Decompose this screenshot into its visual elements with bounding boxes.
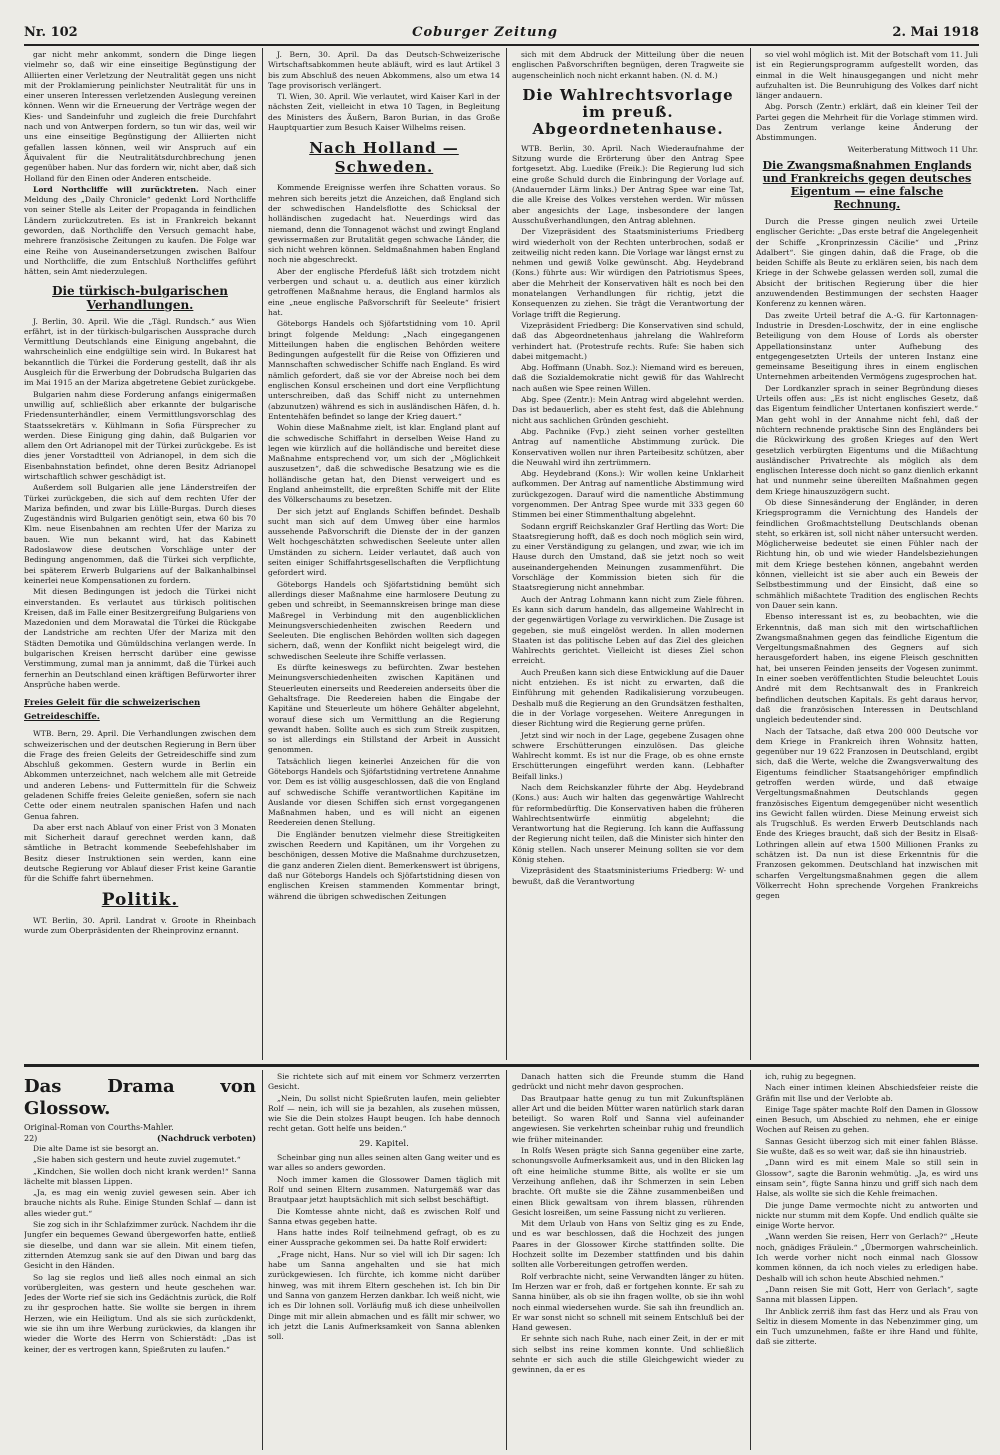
paragraph: Nach einer intimen kleinen Abschiedsfeier reiste die Gräfin mit Ilse und der Verlobte ab. (756, 1083, 978, 1103)
paragraph: Ob diese Sinnesänderung der Engländer, in deren Kriegsprogramm die Vernichtung des Handels der feindlichen Großmachtstellung Deutschlands obenan steht, so erkären ist, soll nicht näher untersucht werden. Möglicherweise bedeutet sie einen Fühler nach der Richtung hin, ob und wie wieder Handelsbeziehungen mit dem Kriege bestehen können, angebahnt werden können, vielleicht ist sie aber auch ein Beweis der Selbstbestimmung und der Einsicht, daß eine so schmählich mißachtete Tradition des englischen Rechts von Dauer sein kann. (756, 497, 978, 610)
paragraph: Die Engländer benutzen vielmehr diese Streitigkeiten zwischen Reedern und Kapitänen, um ihr Vorgehen zu beschönigen, dessen Motive die Maßnahme durchzusetzen, die ganz anderen Zielen dient. Bemerkenswert ist übrigens, daß nur Göteborgs Handels och Sjöfartstidning diesen von englischen Kreisen stammenden Kommentar bringt, während die übrigen schwedischen Zeitungen (268, 829, 500, 901)
column-divider (506, 48, 507, 1060)
holland-heading: Nach Holland — Schweden. (309, 139, 459, 177)
header-rule (24, 44, 979, 46)
bulgarian-heading: Die türkisch-bulgarischen Verhandlungen. (52, 283, 228, 312)
paragraph: gar nicht mehr ankommt, sondern die Dinge liegen vielmehr so, daß wir eine einseitige Begünstigung der Alliierten einer Verletzung der Neutralität gegen uns nicht mit der Proklamierung peinlichster Neutralität für uns in einer unseren Interessen verletzenden Auslegung vereinen können. Wenn wir die Erneuerung der Verträge wegen der Kies- und Sandeinfuhr und zugleich die freie Durchfahrt nach und von Antwerpen fordern, so tun wir das, weil wir uns eine einseitige Begünstigung der Alliierten nicht gefallen lassen können, weil wir Anspruch auf ein Äquivalent für die Neutralitätsdurchbrechung jenen gegenüber haben. Nur das fordern wir, nicht aber, daß sich Holland für den Einen oder Anderen entscheide. (24, 50, 256, 183)
paragraph: Rolf verbrachte nicht, seine Verwandten länger zu hüten. Im Herzen war er froh, daß er fortgehen konnte. Er sah zu Sanna hinüber, als ob sie ihn fragen wollte, ob sie ihn wohl noch einmal wiedersehen wurde. Sie sah ihn freundlich an. Er war sonst nicht so schnell mit seinem Entschluß bei der Hand gewesen. (512, 1271, 744, 1333)
paragraph: Nach der Tatsache, daß etwa 200 000 Deutsche vor dem Kriege in Frankreich ihren Wohnsitz hatten, gegenüber nur 19 622 Franzosen in Deutschland, ergibt sich, daß die Werte, welche die Zwangsverwaltung des Eigentums feindlicher Staatsangehöriger empfindlich getroffen werden würde, und daß etwaige Vergeltungsmaßnahmen Deutschlands gegen französisches Eigentum demgegenüber nicht wesentlich ins Gewicht fallen würden. Diese Meinung erweist sich als Trugschluß. Es werden Erwerb Deutschlands nach Ende des Krieges braucht, daß sich der Besitz in Elsaß-Lothringen allein auf etwa 1500 Millionen Franks zu schätzen ist. Da nun ist diese Erkenntnis für die Franzosen gekommen. Deutschland hat inzwischen mit scharfen Vergeltungsmaßnahmen gegen die allem Völkerrecht Hohn sprechende Vorgehen Frankreichs gegen (756, 726, 978, 901)
paragraph: Durch die Presse gingen neulich zwei Urteile englischer Gerichte: „Das erste betraf die Angelegenheit der Schiffe „Kronprinzessin Cäcilie“ und „Prinz Adalbert“. Sie gingen dahin, daß die Frage, ob die beiden Schiffe als Beute zu erklären seien, bis nach dem Kriege in der Schwebe gelassen werden soll, zumal die Absicht der britischen Regierung über die hier anzuwendenden Bestimmungen der sechsten Haager Konferenz zu kennen wären. (756, 216, 978, 309)
swiss-heading: Freies Geleit für die schweizerischen Getreideschiffe. (24, 698, 201, 723)
paragraph: sich mit dem Abdruck der Mitteilung über die neuen englischen Paßvorschriften begnügen, deren Tragweite sie augenscheinlich noch nicht erkannt haben. (N. d. M.) (512, 50, 744, 80)
paragraph: ich, ruhig zu begegnen. (765, 1072, 857, 1081)
serial-column-1 (24, 1072, 256, 1450)
column-2 (268, 50, 500, 1058)
paragraph: Bulgarien nahm diese Forderung anfangs einigermaßen unwillig auf, schließlich aber erkannte der bulgarische Friedensunterhändler, einem Vermittlungsvorschlag des Staatssekretärs v. Kühlmann in Sofia Fürsprecher zu werden. Diese Einigung ging dahin, daß Bulgarien vor allem den Ort Adrianopel mit der Türkei zurückgebe. Es ist dies jener Vorstadtteil von Adrianopel, in dem sich die Eisenbahnstation befindet, ohne deren Besitz Adrianopel wirtschaftlich schwer geschädigt ist. (24, 389, 256, 481)
paragraph: WT. Berlin, 30. April. Landrat v. Groote in Rheinbach wurde zum Oberpräsidenten der Rheinprovinz ernannt. (24, 915, 256, 935)
serial-number: 22) (24, 1134, 38, 1143)
paragraph: „Sie haben sich gestern und heute zuviel zugemutet.“ (33, 1155, 241, 1165)
paragraph: Der Lordkanzler sprach in seiner Begründung dieses Urteils offen aus: „Es ist nicht englisches Gesetz, daß das Eigentum feindlicher Untertanen konfisziert werde.“ Man geht wohl in der Annahme nicht fehl, daß der nüchtern rechnende praktische Sinn des Engländers bei die Rückwirkung des großen Krieges auf den Wert gesetzlich verbürgten Eigentums und die Mißachtung ausländischer Privatrechte als möglich als dem englischen Interesse doch nicht so ganz dienlich erkannt hat und nunmehr seine übereilten Maßnahmen gegen dem Kriege hinauszuzögern sucht. (756, 383, 978, 496)
wahlrecht-heading: Die Wahlrechtsvorlage im preuß. Abgeordnetenhause. (522, 85, 734, 138)
col1-intro (24, 50, 256, 184)
northcliffe-paragraph (24, 185, 256, 278)
paragraph: Da aber erst nach Ablauf von einer Frist von 3 Monaten mit Sicherheit darauf gerechnet werden kann, daß sämtliche in Betracht kommende Seebefehlshaber im Besitz dieser Instruktionen sein werden, kann eine deutsche Regierung vor Ablauf dieser Frist keine Garantie für die Schiffe fahrt übernehmen. (24, 822, 256, 884)
column-divider (262, 1070, 263, 1450)
column-divider (750, 1070, 751, 1450)
serial-byline: Original-Roman von Courths-Mahler. (24, 1123, 174, 1132)
chapter-heading: 29. Kapitel. (359, 1138, 409, 1149)
paragraph: Abg. Porsch (Zentr.) erklärt, daß ein kleiner Teil der Partei gegen die Mehrheit für die Vorlage stimmen wird. Das Zentrum verlange keine Änderung der Abstimmungen. (756, 102, 978, 143)
paragraph: Sannas Gesicht überzog sich mit einer fahlen Blässe. Sie wußte, daß es so weit war, daß sie ihn hinaustrieb. (756, 1136, 978, 1157)
paragraph: Das zweite Urteil betraf die A.-G. für Kartonnagen-Industrie in Dresden-Loschwitz, der in eine englische Beteiligung von dem House of Lords als oberster Appellationsinstanz unter Aufhebung des entgegengesetzten Urteils der unteren Instanz eine gemeinsame Beseitigung ihres in einem englischen Unternehmen arbeitenden Vermögens zugesprochen hat. (756, 310, 978, 382)
paragraph: Göteborgs Handels och Sjöfartstidning bemüht sich allerdings dieser Maßnahme eine harmlosere Deutung zu geben und schreibt, in Seemannskreisen bringe man diese Maßregel in Verbindung mit den augenblicklichen Meinungsverschiedenheiten zwischen Reedern und Seeleuten. Die englischen Behörden wollten sich dagegen sichern, daß, wenn der Konflikt nicht beigelegt wird, die schwedischen Seeleute ihre Schiffe verlassen. (268, 579, 500, 661)
paragraph: Danach hatten sich die Freunde stumm die Hand gedrückt und nicht mehr davon gesprochen. (512, 1072, 744, 1092)
paragraph: Der sich jetzt auf Englands Schiffen befindet. Deshalb sucht man sich auf dem Umweg über eine harmlos aussehende Paßvorschrift die Dienste der in der ganzen Welt hochgeschätzten schwedischen Seeleute unter allen Umständen zu sichern. Leider verlautet, daß auch von seiten einiger Schiffahrtsgesellschaften die Verpflichtung gefordert wird. (268, 506, 500, 578)
column-1 (24, 50, 256, 1058)
paragraph: Nach dem Reichskanzler führte der Abg. Heydebrand (Kons.) aus: Auch wir halten das gegenwärtige Wahlrecht für reformbedürftig. Die Konservativen haben die früheren Wahlrechtsentwürfe einmütig abgelehnt; die Verantwortung hat die Regierung. Ich kann die Auffassung der Regierung nicht teilen, daß die Minister sich hinter den König stellen. Nach unserer Meinung sollten sie vor dem König stehen. (512, 783, 744, 865)
paragraph: Die Komtesse ahnte nicht, daß es zwischen Rolf und Sanna etwas gegeben hatte. (268, 1206, 500, 1226)
paragraph: J. Bern, 30. April. Da das Deutsch-Schweizerische Wirtschaftsabkommen heute abläuft, wird es laut Artikel 3 bis zum Abschluß des neuen Abkommens, also um etwa 14 Tage provisorisch verlängert. (268, 50, 500, 90)
zwangsmassnahmen-heading: Die Zwangsmaßnahmen Englands und Frankreichs gegen deutsches Eigentum — eine falsche Rechnung. (762, 158, 972, 211)
masthead (24, 22, 979, 42)
paragraph: Göteborgs Handels och Sjöfartstidning vom 10. April bringt folgende Meldung: „Nach eingegangenen Mitteilungen haben die englischen Behörden weitere Bedingungen aufgestellt für die Reise von Offizieren und Mannschaften schwedischer Schiffe nach England. Es wird nämlich gefordert, daß sie vor der Abreise noch bei dem englischen Konsul erscheinen und dort eine Verpflichtung unterschreiben, daß das Schiff nicht zu unternehmen (abzunutzen) während es sich in ausländischen Häfen, d. h. Ententehäfen befindet so lange der Krieg dauert.“ (268, 319, 500, 421)
paragraph: Das Brautpaar hatte genug zu tun mit Zukunftsplänen aller Art und die beiden Mütter waren natürlich stark daran beteiligt. So waren Rolf und Sanna viel aufeinander angewiesen. Sie verkehrten scheinbar ruhig und freundlich wie früher miteinander. (512, 1093, 744, 1144)
paragraph: Auch der Antrag Lohmann kann nicht zum Ziele führen. Es kann sich darum handeln, das allgemeine Wahlrecht in der gegenwärtigen Vorlage zu verwirklichen. Die Zusage ist gegeben, sie muß eingelöst werden. In allen modernen Staaten ist das politische Leben auf das Ziel des gleichen Wahlrechts gerichtet. Vielleicht ist dieses Ziel schon erreicht. (512, 594, 744, 666)
paragraph: Es dürfte keineswegs zu befürchten. Zwar bestehen Meinungsverschiedenheiten zwischen Kapitänen und Steuerleuten einerseits und Reedereien anderseits über die Gehaltsfrage. Die Reedereien haben die Eingabe der Kapitäne und Steuerleute um höhere Gehälter abgelehnt, worauf diese sich um Vermittlung an die Regierung gewandt haben. Sollte auch es sich zum Streik zuspitzen, so ist allerdings ein Stillstand der Arbeit in Aussicht genommen. (268, 663, 500, 755)
column-divider (506, 1070, 507, 1450)
politik-heading: Politik. (101, 889, 179, 910)
paragraph: „Wann werden Sie reisen, Herr von Gerlach?“ „Heute noch, gnädiges Fräulein.“ „Übermorgen wahrscheinlich. Ich werde vorher nicht noch einmal nach Glossow kommen können, da ich noch vieles zu erledigen habe. Deshalb will ich schon heute Abschied nehmen.“ (756, 1232, 978, 1283)
issue-date: 2. Mai 1918 (892, 24, 979, 40)
paragraph: „Kindchen, Sie wollen doch nicht krank werden!“ Sanna lächelte mit blassen Lippen. (24, 1166, 256, 1186)
paragraph: Sie zog sich in ihr Schlafzimmer zurück. Nachdem ihr die Jungfer ein bequemes Gewand übergeworfen hatte, entließ sie dieselbe, und dann war sie allein. Mit einem tiefen, zitternden Atemzug sank sie auf den Diwan und barg das Gesicht in den Händen. (24, 1220, 256, 1271)
vote-note: Weiterberatung Mittwoch 11 Uhr. (847, 144, 978, 154)
paragraph: So lag sie reglos und ließ alles noch einmal an sich vorübergleiten, was gestern und heute geschehen war. Jedes der Worte rief sie sich ins Gedächtnis zurück, die Rolf zu ihr gesprochen hatte. Sie wollte sie bergen in ihrem Herzen, wie ein Heiligtum. Und als sie sich zurückdenkt, wie sie ihn um ihre Werbung zurückwies, da klangen ihr wieder die Worte des Herrn von Schierstädt: „Das ist keiner, der es vertrogen kann, Spießruten zu laufen.“ (24, 1272, 256, 1354)
paragraph: „Ja, es mag ein wenig zuviel gewesen sein. Aber ich brauche nichts als Ruhe. Einige Stunden Schlaf — dann ist alles wieder gut.“ (24, 1188, 256, 1218)
paragraph: Ihr Anblick zerriß ihm fast das Herz und als Frau von Seltiz in diesem Momente in das Nebenzimmer ging, um ein Tuch umzunehmen, faßte er ihre Hand und fühlte, daß sie zitterte. (756, 1306, 978, 1347)
paragraph: Kommende Ereignisse werfen ihre Schatten voraus. So mehren sich bereits jetzt die Anzeichen, daß England sich der schwedischen Handelsflotte des Schicksal der holländischen zugedacht hat. Neuerdings wird das niemand, denn die Tonnagenot wächst und zwingt England gewissermaßen zur Brutalität gegen schwache Länder, die sich nicht wehren können. Seldmaßnahmen haben England noch nie abgeschreckt. (268, 183, 500, 265)
paragraph: Tatsächlich liegen keinerlei Anzeichen für die von Göteborgs Handels och Sjöfartstidning vertretene Annahme vor. Dem es ist völlig ausgeschlossen, daß die von England auf schwedische Schiffe verantwortlichen Kapitäne im Auslande vor diesen Schiffen sich ernst vorgegangenen Maßnahmen haben, und es will nicht an eigenen Reedereien denen Stellung. (268, 756, 500, 828)
paragraph: In Rolfs Wesen prägte sich Sanna gegenüber eine zarte, schonungsvolle Aufmerksamkeit aus, und in den Blicken lag oft eine heimliche stumme Bitte, als wollte er sie um Verzeihung anflehen, daß ihr Schmerzen in sein Leben brachte. Oft mußte sie die Zähne zusammenbeißen und einen Blick gewaltsam von ihrem blassen, rührenden Gesicht losreißen, um seine Fassung nicht zu verlieren. (512, 1146, 744, 1217)
serial-column-3 (512, 1072, 744, 1450)
paragraph: „Nein, Du sollst nicht Spießruten laufen, mein geliebter Rolf — nein, ich will sie ja bezahlen, als zusehen müssen, wie Sie die Dein stolzes Haupt beugen. Ich habe dennoch recht getan. Gott helfe uns beiden.“ (268, 1093, 500, 1134)
paragraph: Ebenso interessant ist es, zu beobachten, wie die Erkenntnis, daß man sich mit den wirtschaftlichen Zwangsmaßnahmen gegen das feindliche Eigentum die Vergeltungsmaßnahmen des Gegners auf sich herausgefordert haben, ins eigene Fleisch geschnitten hat, bei unseren Feinden jenseits der Vogesen zunimmt. In einer soeben veröffentlichten Studie beleuchtet Louis André mit dem Rechtsanwalt des in Frankreich befindlichen deutschen Kapitals. Es geht daraus hervor, daß die französischen Interessen in Deutschland ungleich bedeutender sind. (756, 612, 978, 725)
paragraph: Abg. Spee (Zentr.): Mein Antrag wird abgelehnt werden. Das ist bedauerlich, aber es steht fest, daß die Ablehnung nicht aus sachlichen Gründen geschieht. (512, 395, 744, 425)
serial-title: Das Drama von Glossow. (24, 1076, 256, 1119)
paragraph: Außerdem soll Bulgarien alle jene Länderstreifen der Türkei zurückgeben, die sich auf dem rechten Ufer der Mariza befinden, und zwar bis Lülle-Burgas. Durch dieses Zugeständnis wird Bulgarien genötigt sein, etwa 60 bis 70 Klm. neue Eisenbahnen am rechten Ufer der Mariza zu bauen. Wie nun bekannt wird, hat das Kabinett Radoslawow diese deutschen Vorschläge unter der Bedingung angenommen, daß die Türkei sich verpflichte, bei späterem Erwerb Bulgariens auf der Balkanhalbinsel keinerlei neue Kompensationen zu fordern. (24, 483, 256, 585)
paragraph: Auch Preußen kann sich diese Entwicklung auf die Dauer nicht entziehen. Es ist nicht zu erwarten, daß die Einführung mit gehenden Radikalisierung vorzubeugen. Deshalb muß die Regierung an den Grundsätzen festhalten, die in der Vorlage vorgesehen. Weitere Anregungen in dieser Richtung wird die Regierung gerne prüfen. (512, 667, 744, 729)
paragraph: Abg. Heydebrand (Kons.): Wir wollen keine Unklarheit aufkommen. Der Antrag auf namentliche Abstimmung wird zurückgezogen. Darauf wird die namentliche Abstimmung vorgenommen. Der Antrag Spee wurde mit 333 gegen 60 Stimmen bei einer Stimmenthaltung abgelehnt. (512, 469, 744, 520)
paragraph: Der Vizepräsident des Staatsministeriums Friedberg wird wiederholt von der Rechten unterbrochen, sodaß er zeitweilig nicht reden kann. Die Vorlage war längst ernst zu nehmen und gewiß Volke gewünscht. Abg. Heydebrand (Kons.) führte aus: Wir würdigen den Patriotismus Spees, aber die Mehrheit der Konservativen hält es noch bei den monatelangen Verhandlungen für richtig, jetzt die Konsequenzen zu ziehen. Sie trägt die Verantwortung der Vorlage trifft die Regierung. (512, 227, 744, 319)
paragraph: WTB. Bern, 29. April. Die Verhandlungen zwischen dem schweizerischen und der deutschen Regierung in Bern über die Frage des freien Geleits der Getreideschiffe sind zum Abschluß gekommen. Gestern wurde in Berlin ein Abkommen unterzeichnet, nach welchem alle mit Getreide und anderen Lebens- und Futtermitteln für die Schweiz geladenen Schiffe freies Geleite genießen, sofern sie nach Cette oder einem neutralen spanischen Hafen und nach Genua fahren. (24, 729, 256, 821)
column-4 (756, 50, 978, 1058)
paragraph: Vizepräsident Friedberg: Die Konservativen sind schuld, daß das Abgeordnetenhaus jahrelang die Wahlreform verhindert hat. (Protestrufe rechts. Rufe: Sie haben sich dabei mitgemacht.) (512, 320, 744, 361)
paragraph: Mit dem Urlaub von Hans von Seltiz ging es zu Ende, und es war beschlossen, daß die Hochzeit des jungen Paares in der Glossower Kirche stattfinden sollte. Die Hochzeit sollte im Dezember stattfinden und bis dahin sollten alle Vorbereitungen getroffen werden. (512, 1219, 744, 1270)
serial-meta (24, 1133, 256, 1144)
paragraph: Noch immer kamen die Glossower Damen täglich mit Rolf und seinen Eltern zusammen. Naturgemäß war das Brautpaar jetzt hauptsächlich mit sich selbst beschäftigt. (268, 1174, 500, 1205)
paragraph: Er sehnte sich nach Ruhe, nach einer Zeit, in der er mit sich selbst ins reine kommen konnte. Und schließlich sehnte er sich auch die stille Gleichgewicht wieder zu gewinnen, da er es (512, 1334, 744, 1375)
reprint-notice: (Nachdruck verboten) (156, 1133, 256, 1143)
paragraph: Aber der englische Pferdefuß läßt sich trotzdem nicht verbergen und schaut u. a. deutlich aus einer kürzlich getroffenen Maßnahme heraus, die England harmlos als eine „neue englische Paßvorschrift für Seeleute“ frisiert hat. (268, 266, 500, 317)
feuilleton-rule (24, 1064, 979, 1067)
paragraph: WTB. Berlin, 30. April. Nach Wiederaufnahme der Sitzung wurde die Erörterung über den Antrag Spee fortgesetzt. Abg. Luedike (Freik.): Die Regierung lud sich eine große Schuld durch die Einbringung der Vorlage auf. (Andauernder Lärm links.) Der Antrag Spee war eine Tat, die alle Kreise des Volkes verstehen werden. Wir müssen aber angesichts der Lage, insbesondere der langen Ausschußverhandlungen, den Antrag ablehnen. (512, 143, 744, 225)
newspaper-title: Coburger Zeitung (412, 24, 558, 40)
paragraph: Die junge Dame vermochte nicht zu antworten und nickte nur stumm mit dem Kopfe. Und endlich quälte sie einige Worte hervor. (756, 1200, 978, 1231)
paragraph: Sie richtete sich auf mit einem vor Schmerz verzerrten Gesicht. (268, 1072, 500, 1092)
paragraph: Abg. Pachnike (Fvp.) zieht seinen vorher gestellten Antrag auf namentliche Abstimmung zurück. Die Konservativen wollen nur ihren Parteibesitz schützen, aber die Neuwahl wird ihn zertrümmern. (512, 426, 744, 467)
paragraph: J. Berlin, 30. April. Wie die „Tägl. Rundsch.“ aus Wien erfährt, ist in der türkisch-bulgarischen Aussprache durch Vermittlung Deutschlands eine Einigung angebahnt, die wahrscheinlich eine endgültige sein wird. In Bukarest hat bekanntlich die Türkei die Forderung gestellt, daß ihr als Ausgleich für die Erwerbung der Dobrudscha Bulgarien das im Mai 1915 an der Mariza abgetretene Gebiet zurückgebe. (24, 316, 256, 388)
paragraph: „Dann reisen Sie mit Gott, Herr von Gerlach“, sagte Sanna mit blassen Lippen. (756, 1284, 978, 1305)
paragraph: Tl. Wien, 30. April. Wie verlautet, wird Kaiser Karl in der nächsten Zeit, vielleicht in etwa 10 Tagen, in Begleitung des Ministers des Äußern, Baron Burian, in das Große Hauptquartier zum Besuch Kaiser Wilhelms reisen. (268, 92, 500, 133)
paragraph: „Dann wird es mit einem Male so still sein in Glossow“, sagte die Baronin wehmütig. „Ja, es wird uns einsam sein“, fügte Sanna hinzu und griff sich nach dem Halse, als wollte sie sich die Kehle freimachen. (756, 1158, 978, 1199)
northcliffe-text: Nach einer Meldung des „Daily Chronicle“ gedenkt Lord Northcliffe von seiner Stelle als Leiter der Propaganda in feindlichen Ländern zurückzutreten. Es ist in Frankreich bekannt geworden, daß Northcliffe den Versuch gemacht habe, mehrere französische Zeitungen zu kaufen. Die Folge war eine Reihe von Auseinandersetzungen zwischen Balfour und Northcliffe, die zum Entschluß Northcliffes geführt hätten, sein Amt niederzulegen. (24, 184, 256, 277)
paragraph: Die alte Dame ist sie besorgt an. (33, 1144, 159, 1153)
paragraph: Vizepräsident des Staatsministeriums Friedberg: W- und bewußt, daß die Verantwortung (512, 866, 744, 886)
paragraph: Sodann ergriff Reichskanzler Graf Hertling das Wort: Die Staatsregierung hofft, daß es doch noch möglich sein wird, zu einer Verständigung zu gelangen, und zwar, wie ich im Hause durch den Umstand, daß sie jetzt noch so weit auseinandergehenden Meinungen zusammenführt. Die Vorschläge der Kommission bieten sich für die Staatsregierung nicht annehmbar. (512, 521, 744, 593)
paragraph: so viel wohl möglich ist. Mit der Botschaft vom 11. Juli ist ein Regierungsprogramm aufgestellt worden, das einmal in die Welt hinausgegangen und nicht mehr aufzuhalten ist. Die Beunruhigung des Volkes darf nicht länger andauern. (756, 50, 978, 101)
paragraph: „Frage nicht, Hans. Nur so viel will ich Dir sagen: Ich habe um Sanna angehalten und sie hat mich zurückgewiesen. Ich fürchte, ich komme nicht darüber hinweg, was mit ihrem Eltern geschehen ist. Ich bin Dir und Sanna von ganzem Herzen dankbar. Ich weiß nicht, wie ich es Dir lohnen soll. Vorläufig muß ich diese unheilvollen Dinge mit mir allein abmachen und es fällt mir schwer, wo ich jetzt die Lanis Aufmerksamkeit von Sanna ablenken soll. (268, 1249, 500, 1342)
column-3 (512, 50, 744, 1058)
paragraph: Einige Tage später machte Rolf den Damen in Glossow einen Besuch, um Abschied zu nehmen, ehe er einige Wochen auf Reisen zu gehen. (756, 1104, 978, 1135)
paragraph: Jetzt sind wir noch in der Lage, gegebene Zusagen ohne schwere Erschütterungen einzulösen. Das gleiche Wahlrecht kommt. Es ist nur die Frage, ob es ohne ernste Erschütterungen eingeführt werden kann. (Lebhafter Beifall links.) (512, 730, 744, 781)
paragraph: Wohin diese Maßnahme zielt, ist klar. England plant auf die schwedische Schiffahrt in derselben Weise Hand zu legen wie kürzlich auf die holländische und bereitet diese Maßnahme entsprechend vor, um sich der „Möglichkeit auszusetzen“, daß die schwedische Besatzung wie es die holländische getan hat, den Dienst verweigert und es England anheimstellt, die erpreßten Schiffe mit der Elite des Völkerschaums zu besetzen. (268, 423, 500, 505)
northcliffe-title: Lord Northcliffe will zurücktreten. (33, 184, 199, 194)
paragraph: Mit diesen Bedingungen ist jedoch die Türkei nicht einverstanden. Es verlautet aus türkisch politischen Kreisen, daß im Falle einer Besitzergreifung Bulgariens von Mazedonien und dem Morawatal die Türkei die Rückgabe der Landstriche am rechten Ufer der Mariza mit den Städten Demotika und Gümüldschina verlangen werde. In bulgarischen Kreisen herrscht darüber eine gewisse Verstimmung, zumal man ja annimmt, daß die Türkei auch fernerhin an Deutschland einen kräftigen Befürworter ihrer Ansprüche haben werde. (24, 587, 256, 689)
column-divider (750, 48, 751, 1060)
issue-number: Nr. 102 (24, 24, 78, 40)
column-divider (262, 48, 263, 1060)
paragraph: Abg. Hoffmann (Unabh. Soz.): Niemand wird es bereuen, daß die Sozialdemokratie nicht gewiß für das Wahlrecht nach außen wie Spee reinen Willen. (512, 363, 744, 393)
serial-column-2 (268, 1072, 500, 1450)
paragraph: Scheinbar ging nun alles seinen alten Gang weiter und es war alles so anders geworden. (268, 1153, 500, 1173)
paragraph: Hans hatte indes Rolf teilnehmend gefragt, ob es zu einer Aussprache gekommen sei. Da hatte Rolf erwidert: (268, 1228, 500, 1248)
serial-column-4 (756, 1072, 978, 1450)
